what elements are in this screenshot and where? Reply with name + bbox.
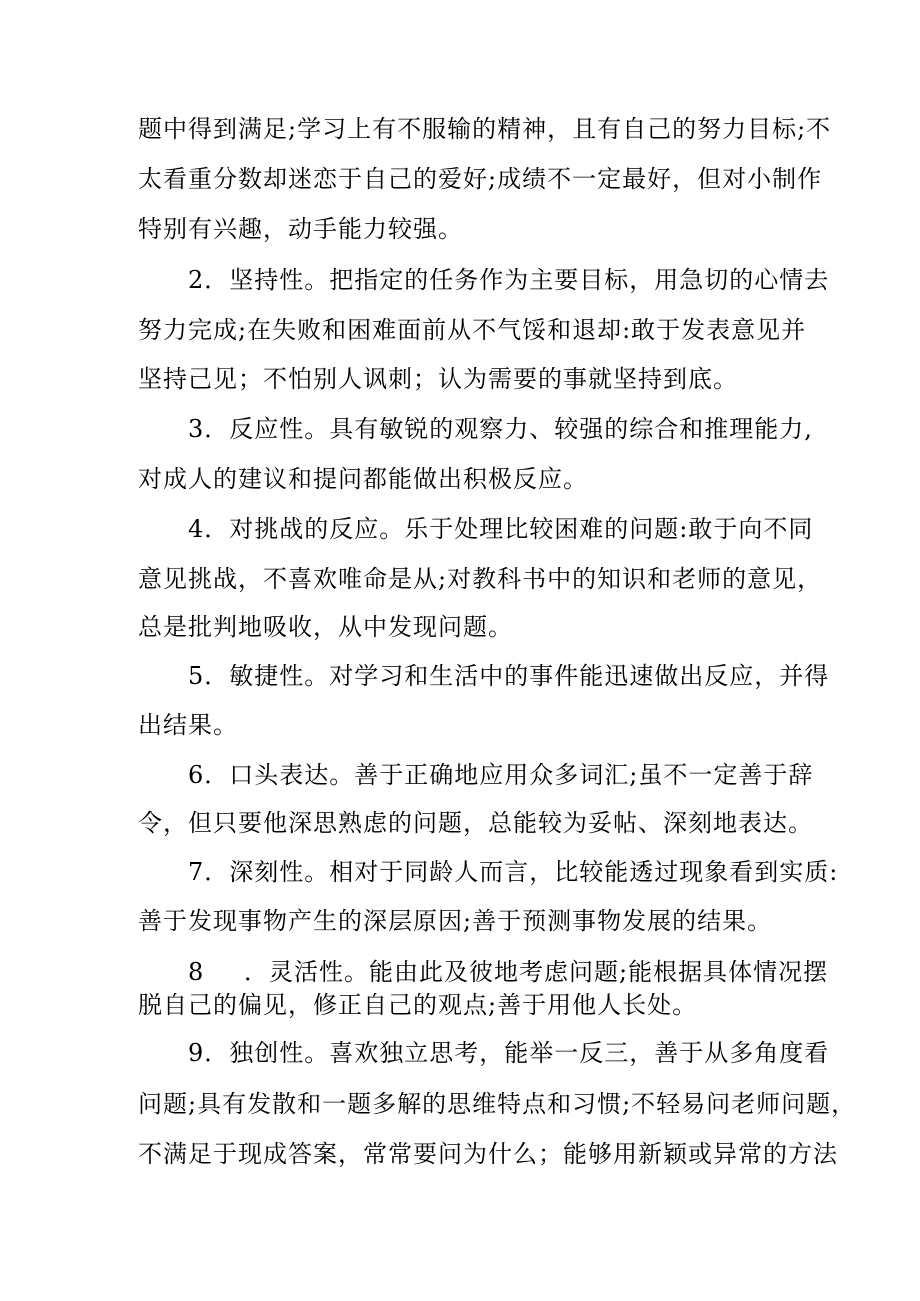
item-text: ．深刻性。相对于同龄人而言，比较能透过现象看到实质:: [204, 858, 839, 886]
item-7-line-1: [188, 857, 838, 887]
item-8-line-1: [188, 957, 828, 987]
item-4-line-1: [188, 514, 813, 544]
item-2-line-3: 坚持己见；不怕别人讽刺；认为需要的事就坚持到底。: [138, 365, 738, 393]
item-number: 3: [188, 415, 205, 443]
item-text: ．坚持性。把指定的任务作为主要目标，用急切的心情去: [204, 266, 830, 294]
item-number: 5: [188, 662, 205, 690]
item-9-line-1: [188, 1038, 829, 1068]
item-6-line-2: 令，但只要他深思熟虑的问题，总能较为妥帖、深刻地表达。: [138, 809, 813, 837]
paragraph-1-line-1: 题中得到满足;学习上有不服输的精神，且有自己的努力目标;不: [138, 115, 832, 143]
item-number: 7: [188, 858, 205, 886]
item-text: ．敏捷性。对学习和生活中的事件能迅速做出反应，并得: [204, 662, 830, 690]
item-3-line-2: 对成人的建议和提问都能做出积极反应。: [138, 465, 588, 493]
item-number: 4: [188, 515, 205, 543]
item-9-line-2: 问题;具有发散和一题多解的思维特点和习惯;不轻易问老师问题，: [138, 1090, 857, 1118]
item-number: 9: [188, 1039, 205, 1067]
item-4-line-2: 意见挑战，不喜欢唯命是从;对教科书中的知识和老师的意见，: [138, 565, 823, 593]
item-number: 8: [188, 958, 205, 986]
paragraph-1-line-2: 太看重分数却迷恋于自己的爱好;成绩不一定最好，但对小制作: [138, 165, 823, 193]
paragraph-1-line-3: 特别有兴趣，动手能力较强。: [138, 215, 463, 243]
item-text: ．对挑战的反应。乐于处理比较困难的问题:敢于向不同: [204, 515, 814, 543]
item-5-line-1: [188, 661, 829, 691]
item-number: 2: [188, 266, 205, 294]
item-9-line-3: 不满足于现成答案，常常要问为什么；能够用新颖或异常的方法: [138, 1140, 838, 1168]
item-text: ．灵活性。能由此及彼地考虑问题;能根据具体情况摆: [244, 958, 829, 986]
item-4-line-3: 总是批判地吸收，从中发现问题。: [138, 613, 513, 641]
item-8-line-2: 脱自己的偏见，修正自己的观点;善于用他人长处。: [138, 991, 698, 1019]
item-6-line-1: [188, 760, 813, 790]
item-2-line-1: [188, 265, 829, 295]
item-7-line-2: 善于发现事物产生的深层原因;善于预测事物发展的结果。: [138, 907, 773, 935]
item-2-line-2: 努力完成;在失败和困难面前从不气馁和退却:敢于发表意见并: [138, 316, 807, 344]
item-text: ．独创性。喜欢独立思考，能举一反三，善于从多角度看: [204, 1039, 830, 1067]
item-5-line-2: 出结果。: [138, 711, 238, 739]
item-text: ．口头表达。善于正确地应用众多词汇;虽不一定善于辞: [204, 761, 814, 789]
item-3-line-1: [188, 414, 813, 444]
item-text: ．反应性。具有敏锐的观察力、较强的综合和推理能力,: [204, 415, 813, 443]
item-number: 6: [188, 761, 205, 789]
